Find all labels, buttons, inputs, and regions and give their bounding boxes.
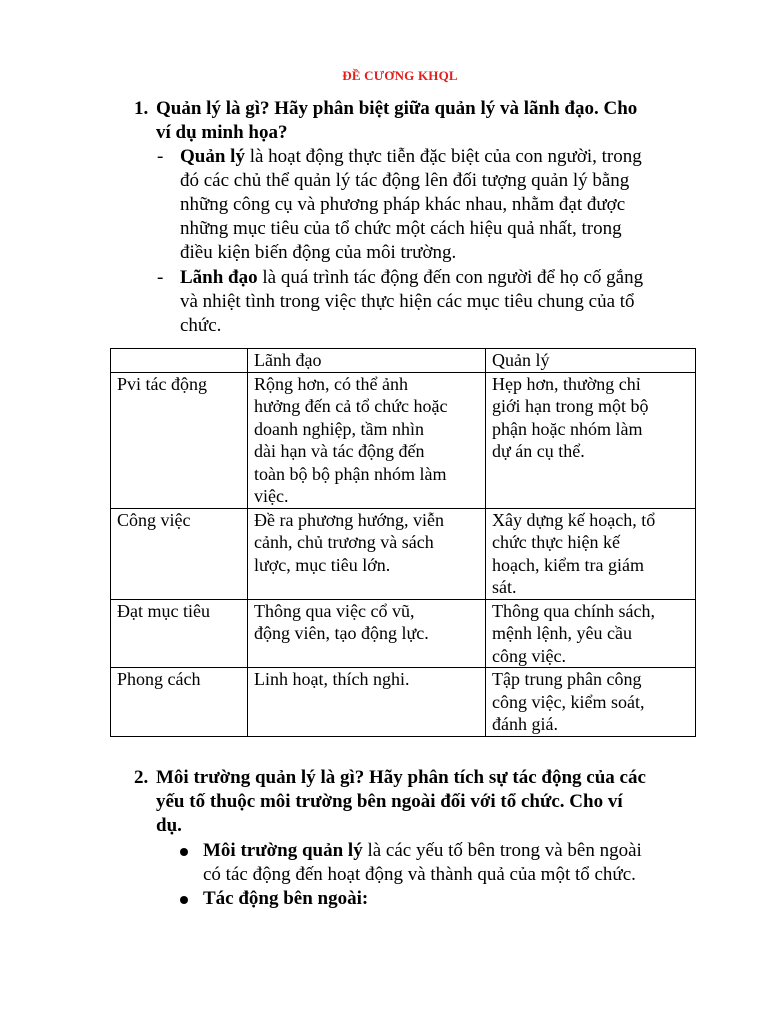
table-row bbox=[111, 372, 696, 508]
cell-line: việc. bbox=[254, 486, 289, 506]
cell-line: phận hoặc nhóm làm bbox=[492, 418, 643, 439]
row-label: Phong cách bbox=[111, 668, 248, 737]
cell-quan-ly bbox=[486, 668, 696, 737]
cell-lanh-dao bbox=[248, 372, 486, 508]
cell-line: giới hạn trong một bộ bbox=[492, 396, 649, 416]
definition-lanh-dao-line-3: chức. bbox=[180, 315, 222, 336]
bullet-tac-dong-ben-ngoai bbox=[180, 887, 740, 911]
bullet-dot-icon bbox=[180, 848, 188, 856]
cell-lanh-dao bbox=[248, 508, 486, 599]
cell-line: Tập trung phân công bbox=[492, 669, 642, 689]
bullet-moi-truong-quan-ly bbox=[180, 839, 740, 887]
row-label: Công việc bbox=[111, 508, 248, 599]
cell-quan-ly bbox=[486, 508, 696, 599]
table-row bbox=[111, 599, 696, 668]
question-2-line-2: yếu tố thuộc môi trường bên ngoài đối với tổ chức. Cho ví bbox=[156, 791, 623, 812]
cell-line: công việc. bbox=[492, 645, 566, 666]
dash-marker: - bbox=[157, 267, 164, 288]
question-2 bbox=[134, 766, 754, 838]
question-1-line-1: Quản lý là gì? Hãy phân biệt giữa quản lý và lãnh đạo. Cho bbox=[156, 98, 638, 119]
definition-lanh-dao-line-2: và nhiệt tình trong việc thực hiện các mục tiêu chung của tổ bbox=[180, 291, 635, 312]
cell-lanh-dao bbox=[248, 599, 486, 668]
cell-line: Hẹp hơn, thường chỉ bbox=[492, 373, 641, 394]
cell-lanh-dao bbox=[248, 668, 486, 737]
cell-line: hưởng đến cả tổ chức hoặc bbox=[254, 396, 448, 416]
cell-line: hoạch, kiểm tra giám bbox=[492, 554, 644, 575]
cell-line: lược, mục tiêu lớn. bbox=[254, 554, 391, 575]
cell-line: đánh giá. bbox=[492, 714, 558, 734]
dash-marker: - bbox=[157, 146, 164, 167]
definition-quan-ly-line-2: đó các chủ thể quản lý tác động lên đối tượng quản lý bằng bbox=[180, 170, 630, 191]
term-moi-truong-quan-ly: Môi trường quản lý bbox=[203, 840, 363, 861]
cell-line: công việc, kiểm soát, bbox=[492, 691, 645, 712]
cell-line: động viên, tạo động lực. bbox=[254, 623, 429, 643]
cell-line: Thông qua việc cổ vũ, bbox=[254, 600, 415, 621]
bullet-dot-icon bbox=[180, 896, 188, 904]
definition-quan-ly-line-5: điều kiện biến động của môi trường. bbox=[180, 242, 457, 263]
cell-line: chức thực hiện kế bbox=[492, 532, 620, 552]
comparison-table bbox=[110, 348, 696, 737]
term-lanh-dao: Lãnh đạo bbox=[180, 267, 258, 288]
definition-lanh-dao-line-1: là quá trình tác động đến con người để họ cố gắng bbox=[257, 267, 644, 288]
bullet-moi-truong-line-2: có tác động đến hoạt động và thành quả của một tổ chức. bbox=[203, 864, 636, 885]
cell-line: doanh nghiệp, tầm nhìn bbox=[254, 418, 424, 439]
cell-line: toàn bộ bộ phận nhóm làm bbox=[254, 463, 447, 484]
table-header-empty bbox=[111, 349, 248, 373]
cell-line: sát. bbox=[492, 577, 517, 597]
table-header-row bbox=[111, 349, 696, 373]
definition-quan-ly bbox=[157, 145, 737, 265]
table-header-lanh-dao: Lãnh đạo bbox=[248, 349, 486, 373]
question-2-line-1: Môi trường quản lý là gì? Hãy phân tích sự tác động của các bbox=[156, 767, 646, 788]
cell-line: Linh hoạt, thích nghi. bbox=[254, 669, 410, 689]
term-tac-dong-ben-ngoai: Tác động bên ngoài: bbox=[203, 888, 369, 909]
cell-line: cảnh, chủ trương và sách bbox=[254, 532, 434, 552]
definition-lanh-dao bbox=[157, 266, 737, 338]
cell-line: mệnh lệnh, yêu cầu bbox=[492, 623, 632, 643]
cell-quan-ly bbox=[486, 599, 696, 668]
definition-quan-ly-line-4: những mục tiêu của tổ chức một cách hiệu quả nhất, trong bbox=[180, 218, 622, 239]
cell-line: dài hạn và tác động đến bbox=[254, 441, 425, 461]
table-row bbox=[111, 508, 696, 599]
definition-quan-ly-line-3: những công cụ và phương pháp khác nhau, nhằm đạt được bbox=[180, 194, 626, 215]
question-1-line-2: ví dụ minh họa? bbox=[156, 122, 288, 143]
term-quan-ly: Quản lý bbox=[180, 146, 245, 167]
cell-quan-ly bbox=[486, 372, 696, 508]
row-label: Đạt mục tiêu bbox=[111, 599, 248, 668]
question-2-line-3: dụ. bbox=[156, 815, 182, 836]
question-1 bbox=[134, 97, 754, 145]
cell-line: Đề ra phương hướng, viễn bbox=[254, 509, 445, 530]
row-label: Pvi tác động bbox=[111, 372, 248, 508]
definition-quan-ly-line-1: là hoạt động thực tiễn đặc biệt của con người, trong bbox=[244, 146, 642, 167]
cell-line: Xây dựng kế hoạch, tổ bbox=[492, 509, 656, 530]
question-1-number: 1. bbox=[134, 98, 149, 119]
cell-line: Rộng hơn, có thể ảnh bbox=[254, 373, 408, 394]
table-header-quan-ly: Quản lý bbox=[486, 349, 696, 373]
cell-line: dự án cụ thể. bbox=[492, 441, 585, 461]
bullet-moi-truong-line-1: là các yếu tố bên trong và bên ngoài bbox=[362, 840, 642, 861]
document-title: ĐỀ CƯƠNG KHQL bbox=[342, 68, 458, 83]
table-row bbox=[111, 668, 696, 737]
cell-line: Thông qua chính sách, bbox=[492, 600, 655, 621]
question-2-number: 2. bbox=[134, 767, 149, 788]
